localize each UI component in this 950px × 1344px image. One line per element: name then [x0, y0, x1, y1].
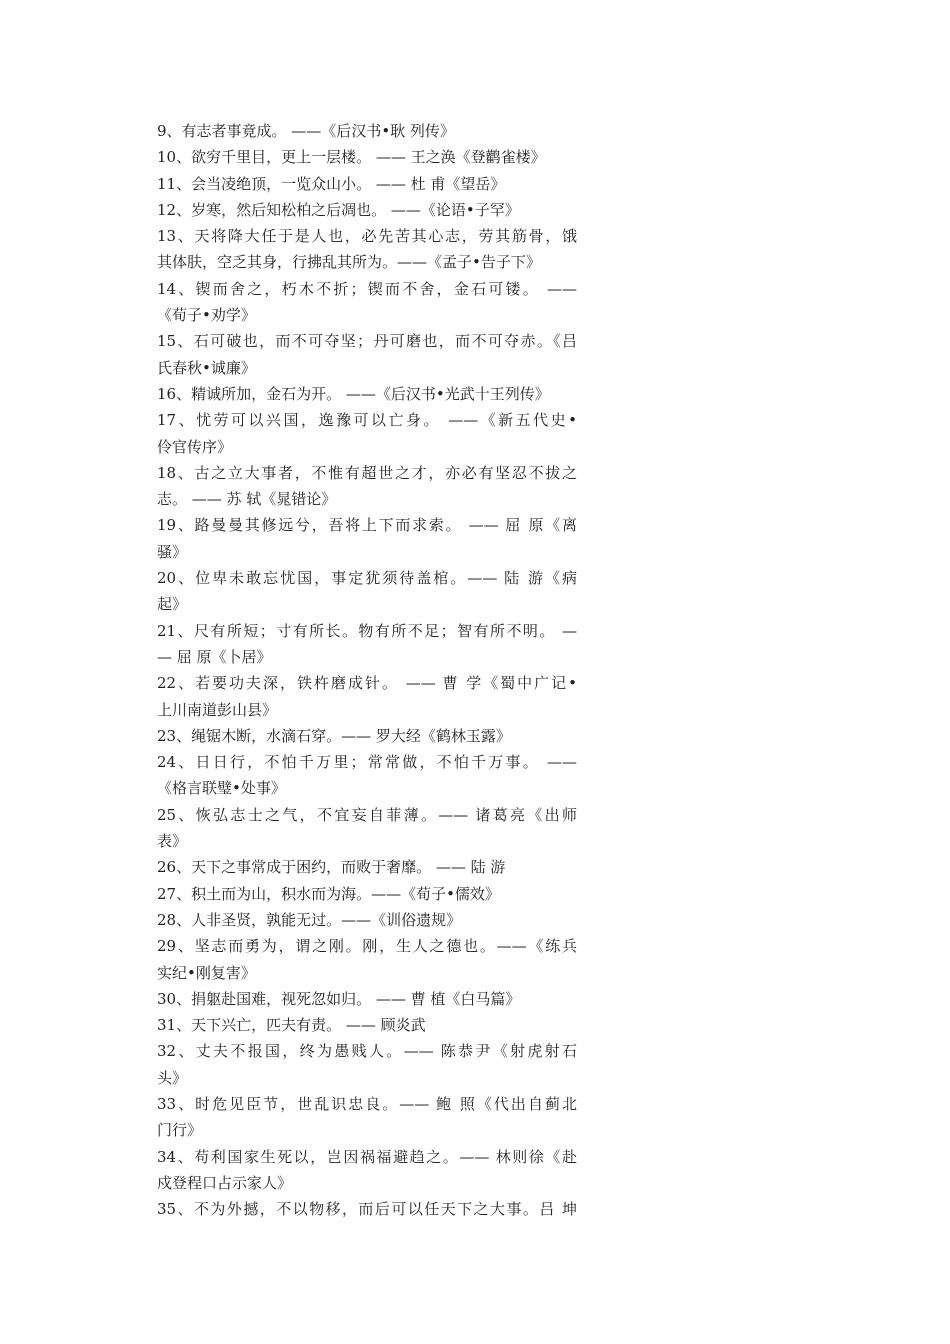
text-line: 21、尺有所短；寸有所长。物有所不足；智有所不明。 — [157, 621, 577, 640]
text-line: 22、若要功夫深，铁杵磨成针。 —— 曹 学《蜀中广记• [157, 674, 577, 693]
text-line: 氏春秋•诚廉》 [157, 358, 256, 377]
text-line: — 屈 原《卜居》 [157, 647, 272, 666]
text-line: 31、天下兴亡，匹夫有责。 —— 顾炎武 [157, 1016, 426, 1035]
quote-list [157, 118, 577, 1222]
text-line: 34、苟利国家生死以，岂因祸福避趋之。—— 林则徐《赴 [157, 1147, 577, 1166]
text-line: 门行》 [157, 1121, 203, 1140]
text-line: 27、积土而为山，积水而为海。——《荀子•儒效》 [157, 884, 500, 903]
text-line: 14、锲而舍之，朽木不折；锲而不舍，金石可镂。 —— [157, 279, 577, 298]
text-line: 33、时危见臣节，世乱识忠良。—— 鲍 照《代出自蓟北 [157, 1094, 577, 1113]
text-line: 24、日日行，不怕千万里；常常做，不怕千万事。 —— [157, 753, 577, 772]
text-line: 实纪•刚复害》 [157, 963, 256, 982]
text-line: 23、绳锯木断，水滴石穿。—— 罗大经《鹤林玉露》 [157, 726, 511, 745]
text-line: 30、捐躯赴国难，视死忽如归。 —— 曹 植《白马篇》 [157, 989, 521, 1008]
text-line: 9、有志者事竟成。 ——《后汉书•耿 列传》 [157, 122, 455, 140]
text-line: 15、石可破也，而不可夺坚；丹可磨也，而不可夺赤。《吕 [157, 332, 577, 351]
text-line: 上川南道彭山县》 [157, 700, 278, 719]
text-line: 伶官传序》 [157, 437, 233, 456]
text-line: 《格言联璧•处事》 [157, 779, 286, 798]
text-line: 《荀子•劝学》 [157, 306, 256, 325]
text-line: 25、恢弘志士之气，不宜妄自菲薄。—— 诸葛亮《出师 [157, 805, 577, 824]
text-line: 28、人非圣贤，孰能无过。——《训俗遗规》 [157, 910, 462, 929]
text-line: 其体肤，空乏其身，行拂乱其所为。——《孟子•告子下》 [157, 253, 541, 272]
text-line: 起》 [157, 595, 188, 614]
text-line: 20、位卑未敢忘忧国，事定犹须待盖棺。—— 陆 游《病 [157, 569, 577, 588]
text-line: 表》 [157, 832, 188, 851]
text-line: 19、路曼曼其修远兮，吾将上下而求索。 —— 屈 原《离 [157, 516, 577, 535]
text-line: 志。 —— 苏 轼《晁错论》 [157, 490, 337, 509]
text-line: 13、天将降大任于是人也，必先苦其心志，劳其筋骨，饿 [157, 227, 577, 246]
text-line: 16、精诚所加，金石为开。 ——《后汉书•光武十王列传》 [157, 384, 550, 403]
text-line: 戍登程口占示家人》 [157, 1173, 293, 1192]
text-line: 29、坚志而勇为，谓之刚。刚，生人之德也。——《练兵 [157, 937, 577, 956]
text-line: 骚》 [157, 542, 188, 561]
text-line: 10、欲穷千里目，更上一层楼。 —— 王之涣《登鹳雀楼》 [157, 148, 546, 167]
text-line: 18、古之立大事者，不惟有超世之才，亦必有坚忍不拔之 [157, 463, 577, 482]
text-line: 头》 [157, 1068, 188, 1087]
text-line: 11、会当凌绝顶，一览众山小。 —— 杜 甫《望岳》 [157, 174, 506, 193]
text-line: 26、天下之事常成于困约，而败于奢靡。 —— 陆 游 [157, 858, 506, 877]
text-line: 35、不为外撼，不以物移，而后可以任天下之大事。吕 坤 [157, 1200, 577, 1219]
text-line: 32、丈夫不报国，终为愚贱人。—— 陈恭尹《射虎射石 [157, 1042, 577, 1061]
text-line: 17、忧劳可以兴国，逸豫可以亡身。 ——《新五代史• [157, 411, 577, 430]
text-line: 12、岁寒，然后知松柏之后凋也。 ——《论语•子罕》 [157, 200, 520, 219]
